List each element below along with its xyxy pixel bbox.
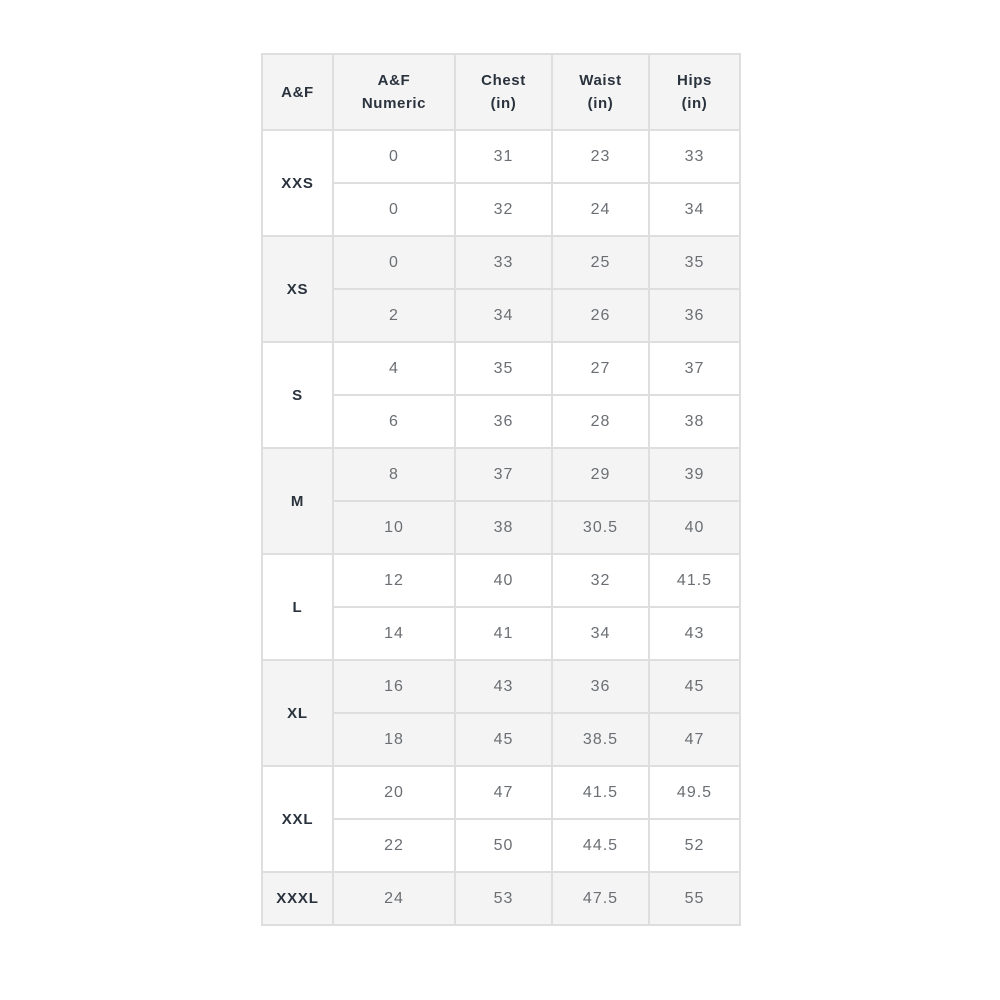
size-chart-header [262,54,740,130]
header-af [262,54,333,130]
size-label-l: L [262,554,333,660]
waist-cell: 38.5 [552,713,649,766]
header-row [262,54,740,130]
header-af-label: A&F [281,83,314,101]
chest-cell: 35 [455,342,552,395]
waist-cell: 36 [552,660,649,713]
table-row [262,342,740,395]
size-chart-table [261,53,741,926]
waist-cell: 41.5 [552,766,649,819]
numeric-cell: 0 [333,183,455,236]
numeric-cell: 24 [333,872,455,925]
chest-cell: 53 [455,872,552,925]
header-waist [552,54,649,130]
waist-cell: 25 [552,236,649,289]
hips-cell: 49.5 [649,766,740,819]
waist-cell: 24 [552,183,649,236]
waist-cell: 44.5 [552,819,649,872]
hips-cell: 38 [649,395,740,448]
header-hips-line2: (in) [681,95,708,112]
hips-cell: 47 [649,713,740,766]
table-row [262,660,740,713]
numeric-cell: 2 [333,289,455,342]
waist-cell: 32 [552,554,649,607]
hips-cell: 43 [649,607,740,660]
hips-cell: 35 [649,236,740,289]
chest-cell: 32 [455,183,552,236]
numeric-cell: 10 [333,501,455,554]
chest-cell: 31 [455,130,552,183]
chest-cell: 33 [455,236,552,289]
size-label-s: S [262,342,333,448]
chest-cell: 40 [455,554,552,607]
hips-cell: 36 [649,289,740,342]
table-row [262,448,740,501]
header-chest-line2: (in) [490,95,517,112]
hips-cell: 52 [649,819,740,872]
numeric-cell: 0 [333,236,455,289]
numeric-cell: 18 [333,713,455,766]
waist-cell: 30.5 [552,501,649,554]
hips-cell: 39 [649,448,740,501]
table-row [262,130,740,183]
table-row [262,607,740,660]
header-hips [649,54,740,130]
size-label-m: M [262,448,333,554]
chest-cell: 36 [455,395,552,448]
size-chart-body [262,130,740,925]
chest-cell: 43 [455,660,552,713]
table-row [262,819,740,872]
table-row [262,554,740,607]
chest-cell: 47 [455,766,552,819]
waist-cell: 34 [552,607,649,660]
chest-cell: 41 [455,607,552,660]
table-row [262,395,740,448]
header-waist-line1: Waist [579,72,622,89]
hips-cell: 37 [649,342,740,395]
size-label-xxxl: XXXL [262,872,333,925]
table-row [262,289,740,342]
header-hips-line1: Hips [677,72,712,89]
size-label-xs: XS [262,236,333,342]
header-waist-line2: (in) [587,95,614,112]
waist-cell: 47.5 [552,872,649,925]
numeric-cell: 8 [333,448,455,501]
waist-cell: 29 [552,448,649,501]
waist-cell: 27 [552,342,649,395]
size-chart [261,53,739,926]
size-label-xl: XL [262,660,333,766]
table-row [262,766,740,819]
table-row [262,236,740,289]
header-af-numeric-line2: Numeric [361,95,427,112]
hips-cell: 33 [649,130,740,183]
chest-cell: 38 [455,501,552,554]
size-label-xxs: XXS [262,130,333,236]
table-row [262,872,740,925]
hips-cell: 34 [649,183,740,236]
waist-cell: 28 [552,395,649,448]
hips-cell: 55 [649,872,740,925]
chest-cell: 45 [455,713,552,766]
numeric-cell: 4 [333,342,455,395]
table-row [262,501,740,554]
chest-cell: 50 [455,819,552,872]
chest-cell: 34 [455,289,552,342]
table-row [262,183,740,236]
header-af-numeric [333,54,455,130]
size-label-xxl: XXL [262,766,333,872]
header-af-numeric-line1: A&F [377,72,411,89]
waist-cell: 23 [552,130,649,183]
numeric-cell: 16 [333,660,455,713]
numeric-cell: 22 [333,819,455,872]
header-chest-line1: Chest [481,72,526,89]
chest-cell: 37 [455,448,552,501]
numeric-cell: 20 [333,766,455,819]
numeric-cell: 12 [333,554,455,607]
hips-cell: 40 [649,501,740,554]
numeric-cell: 14 [333,607,455,660]
table-row [262,713,740,766]
hips-cell: 45 [649,660,740,713]
numeric-cell: 0 [333,130,455,183]
hips-cell: 41.5 [649,554,740,607]
waist-cell: 26 [552,289,649,342]
header-chest [455,54,552,130]
numeric-cell: 6 [333,395,455,448]
